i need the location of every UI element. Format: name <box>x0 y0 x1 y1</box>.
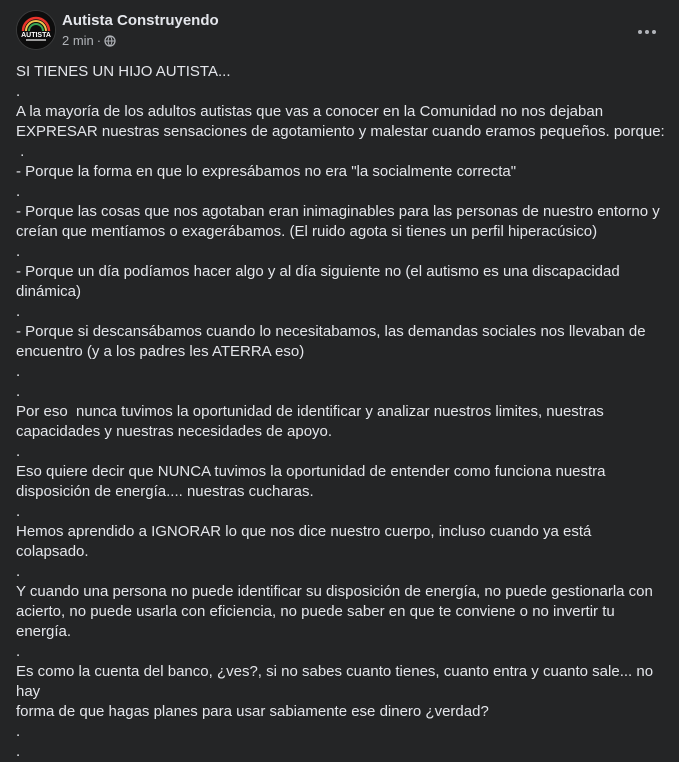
page-name-link[interactable]: Autista Construyendo <box>62 12 219 29</box>
post-text-line: . <box>16 563 21 580</box>
post-text-line: capacidades y nuestras necesidades de apoyo. <box>16 423 333 440</box>
post-text-line: Y cuando una persona no puede identificar su disposición de energía, no puede gestionarla con <box>16 583 653 600</box>
more-options-button[interactable] <box>629 14 665 50</box>
post-text-line: . <box>16 183 21 200</box>
post-text-line: . <box>16 503 21 520</box>
post-text-line: . <box>16 743 21 760</box>
post-text-line: - Porque las cosas que nos agotaban eran inimaginables para las personas de nuestro entorno y <box>16 203 660 220</box>
post-text-line: . <box>16 363 21 380</box>
post-text-line: SI TIENES UN HIJO AUTISTA... <box>16 63 231 80</box>
globe-icon[interactable] <box>104 35 116 47</box>
post-text-line: acierto, no puede usarla con eficiencia, no puede saber en que te conviene o no invertir tu <box>16 603 615 620</box>
meta-separator: · <box>96 33 102 48</box>
post-text-line: creían que mentíamos o exagerábamos. (El ruido agota si tienes un perfil hiperacúsico) <box>16 223 598 240</box>
post-text-line: . <box>16 643 21 660</box>
post-text-line: A la mayoría de los adultos autistas que vas a conocer en la Comunidad no nos dejaban <box>16 103 604 120</box>
post-text-line: . <box>16 243 21 260</box>
post-text-line: Hemos aprendido a IGNORAR lo que nos dice nuestro cuerpo, incluso cuando ya está colapsado. <box>16 523 596 560</box>
more-dot <box>645 30 649 34</box>
post-text-line: - Porque la forma en que lo expresábamos no era "la socialmente correcta" <box>16 163 517 180</box>
post-text-line: Es como la cuenta del banco, ¿ves?, si no sabes cuanto tienes, cuanto entra y cuanto sale... no hay <box>16 663 658 700</box>
post-text-line: - Porque si descansábamos cuando lo necesitabamos, las demandas sociales nos llevaban de <box>16 323 646 340</box>
post-text-line: disposición de energía.... nuestras cucharas. <box>16 483 314 500</box>
post-text-line: . <box>16 143 25 160</box>
more-horizontal-icon <box>638 30 642 34</box>
post-text-line: EXPRESAR nuestras sensaciones de agotamiento y malestar cuando eramos pequeños. porque: <box>16 123 665 140</box>
post-header <box>16 10 679 50</box>
post-text-line: . <box>16 443 21 460</box>
post-text-line: - Porque un día podíamos hacer algo y al día siguiente no (el autismo es una discapacidad <box>16 263 620 280</box>
post-text-line: forma de que hagas planes para usar sabiamente ese dinero ¿verdad? <box>16 703 489 720</box>
post-text-line: . <box>16 83 21 100</box>
page-avatar[interactable] <box>16 10 56 50</box>
post-text-line: energía. <box>16 623 72 640</box>
avatar-label: AUTISTA <box>21 32 51 39</box>
post-text-line: encuentro (y a los padres les ATERRA eso) <box>16 343 305 360</box>
post-text-line: Por eso nunca tuvimos la oportunidad de identificar y analizar nuestros limites, nuestras <box>16 403 604 420</box>
post-text-line: . <box>16 303 21 320</box>
post-meta <box>62 33 116 48</box>
post-timestamp[interactable]: 2 min <box>62 33 94 48</box>
post-text-line: Eso quiere decir que NUNCA tuvimos la oportunidad de entender como funciona nuestra <box>16 463 606 480</box>
more-dot <box>652 30 656 34</box>
post-text-line: dinámica) <box>16 283 82 300</box>
post-text-line: . <box>16 383 21 400</box>
post-text-line: . <box>16 723 21 740</box>
post-body-text <box>16 62 666 762</box>
avatar-logo-icon <box>17 11 55 49</box>
